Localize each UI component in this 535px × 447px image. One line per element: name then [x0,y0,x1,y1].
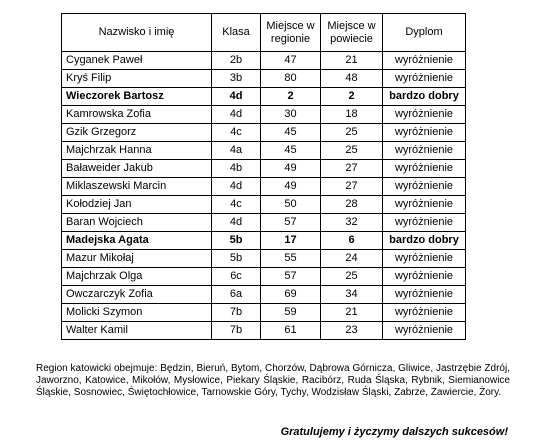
table-row [62,232,466,250]
cell-class: 4c [212,124,261,142]
cell-region-place: 17 [261,232,321,250]
cell-region-place: 50 [261,196,321,214]
table-row [62,52,466,70]
header-diploma: Dyplom [383,14,466,52]
cell-class: 6c [212,268,261,286]
cell-name: Majchrzak Hanna [62,142,212,160]
cell-name: Baławeider Jakub [62,160,212,178]
cell-district-place: 34 [321,286,383,304]
cell-name: Kołodziej Jan [62,196,212,214]
cell-diploma: wyróżnienie [383,268,466,286]
cell-district-place: 25 [321,142,383,160]
header-region-place: Miejsce w regionie [261,14,321,52]
cell-district-place: 32 [321,214,383,232]
closing-message: Gratulujemy i życzymy dalszych sukcesów! [280,426,508,438]
table-row [62,160,466,178]
cell-region-place: 80 [261,70,321,88]
cell-class: 6a [212,286,261,304]
cell-class: 7b [212,304,261,322]
cell-region-place: 47 [261,52,321,70]
cell-region-place: 45 [261,142,321,160]
table-row [62,142,466,160]
table-row [62,106,466,124]
table-row [62,196,466,214]
cell-class: 4d [212,88,261,106]
cell-class: 7b [212,322,261,340]
cell-district-place: 27 [321,160,383,178]
results-table [61,13,466,340]
cell-district-place: 18 [321,106,383,124]
cell-district-place: 25 [321,124,383,142]
cell-name: Walter Kamil [62,322,212,340]
cell-diploma: wyróżnienie [383,214,466,232]
header-name: Nazwisko i imię [62,14,212,52]
header-district-place: Miejsce w powiecie [321,14,383,52]
cell-class: 4d [212,178,261,196]
cell-name: Kryś Filip [62,70,212,88]
cell-name: Cyganek Paweł [62,52,212,70]
cell-name: Owczarczyk Zofia [62,286,212,304]
cell-class: 2b [212,52,261,70]
cell-district-place: 24 [321,250,383,268]
cell-region-place: 57 [261,214,321,232]
cell-diploma: wyróżnienie [383,52,466,70]
cell-diploma: wyróżnienie [383,160,466,178]
cell-district-place: 6 [321,232,383,250]
table-row [62,268,466,286]
cell-diploma: wyróżnienie [383,142,466,160]
cell-district-place: 23 [321,322,383,340]
region-note: Region katowicki obejmuje: Będzin, Bieruń, Bytom, Chorzów, Dąbrowa Górnicza, Gliwice, Jastrzębie Zdrój, Jaworzno, Katowice, Mikołów, Mysłowice, Piekary Śląskie, Racibórz, Ruda Śląska, Rybnik, Siemianowice Śląskie, Sosnowiec, Świętochłowice, Tarnowskie Góry, Tychy, Wodzisław Śląski, Zabrze, Zawiercie, Żory. [36,363,510,398]
cell-diploma: wyróżnienie [383,250,466,268]
cell-diploma: wyróżnienie [383,124,466,142]
header-class: Klasa [212,14,261,52]
cell-diploma: wyróżnienie [383,70,466,88]
table-row [62,286,466,304]
cell-region-place: 2 [261,88,321,106]
cell-diploma: wyróżnienie [383,106,466,124]
cell-class: 4a [212,142,261,160]
table-row [62,214,466,232]
cell-region-place: 45 [261,124,321,142]
cell-region-place: 57 [261,268,321,286]
cell-class: 5b [212,232,261,250]
cell-region-place: 49 [261,160,321,178]
cell-region-place: 49 [261,178,321,196]
cell-name: Madejska Agata [62,232,212,250]
cell-diploma: wyróżnienie [383,178,466,196]
cell-class: 4b [212,160,261,178]
cell-region-place: 55 [261,250,321,268]
cell-district-place: 27 [321,178,383,196]
header-row [62,14,466,52]
table-row [62,88,466,106]
cell-diploma: wyróżnienie [383,322,466,340]
cell-class: 4d [212,106,261,124]
cell-name: Gzik Grzegorz [62,124,212,142]
cell-diploma: wyróżnienie [383,196,466,214]
cell-class: 3b [212,70,261,88]
cell-diploma: bardzo dobry [383,88,466,106]
cell-name: Baran Wojciech [62,214,212,232]
cell-name: Majchrzak Olga [62,268,212,286]
table-row [62,322,466,340]
cell-name: Kamrowska Zofia [62,106,212,124]
cell-region-place: 69 [261,286,321,304]
cell-region-place: 59 [261,304,321,322]
cell-district-place: 2 [321,88,383,106]
cell-name: Miklaszewski Marcin [62,178,212,196]
table-row [62,124,466,142]
cell-class: 4c [212,196,261,214]
cell-class: 5b [212,250,261,268]
cell-region-place: 30 [261,106,321,124]
table-row [62,250,466,268]
cell-diploma: bardzo dobry [383,232,466,250]
table-row [62,304,466,322]
results-body [62,52,466,340]
cell-name: Wieczorek Bartosz [62,88,212,106]
cell-name: Mazur Mikołaj [62,250,212,268]
cell-region-place: 61 [261,322,321,340]
cell-district-place: 48 [321,70,383,88]
cell-diploma: wyróżnienie [383,304,466,322]
table-row [62,178,466,196]
cell-district-place: 25 [321,268,383,286]
table-row [62,70,466,88]
cell-name: Molicki Szymon [62,304,212,322]
cell-diploma: wyróżnienie [383,286,466,304]
cell-district-place: 28 [321,196,383,214]
cell-district-place: 21 [321,52,383,70]
cell-class: 4d [212,214,261,232]
cell-district-place: 21 [321,304,383,322]
